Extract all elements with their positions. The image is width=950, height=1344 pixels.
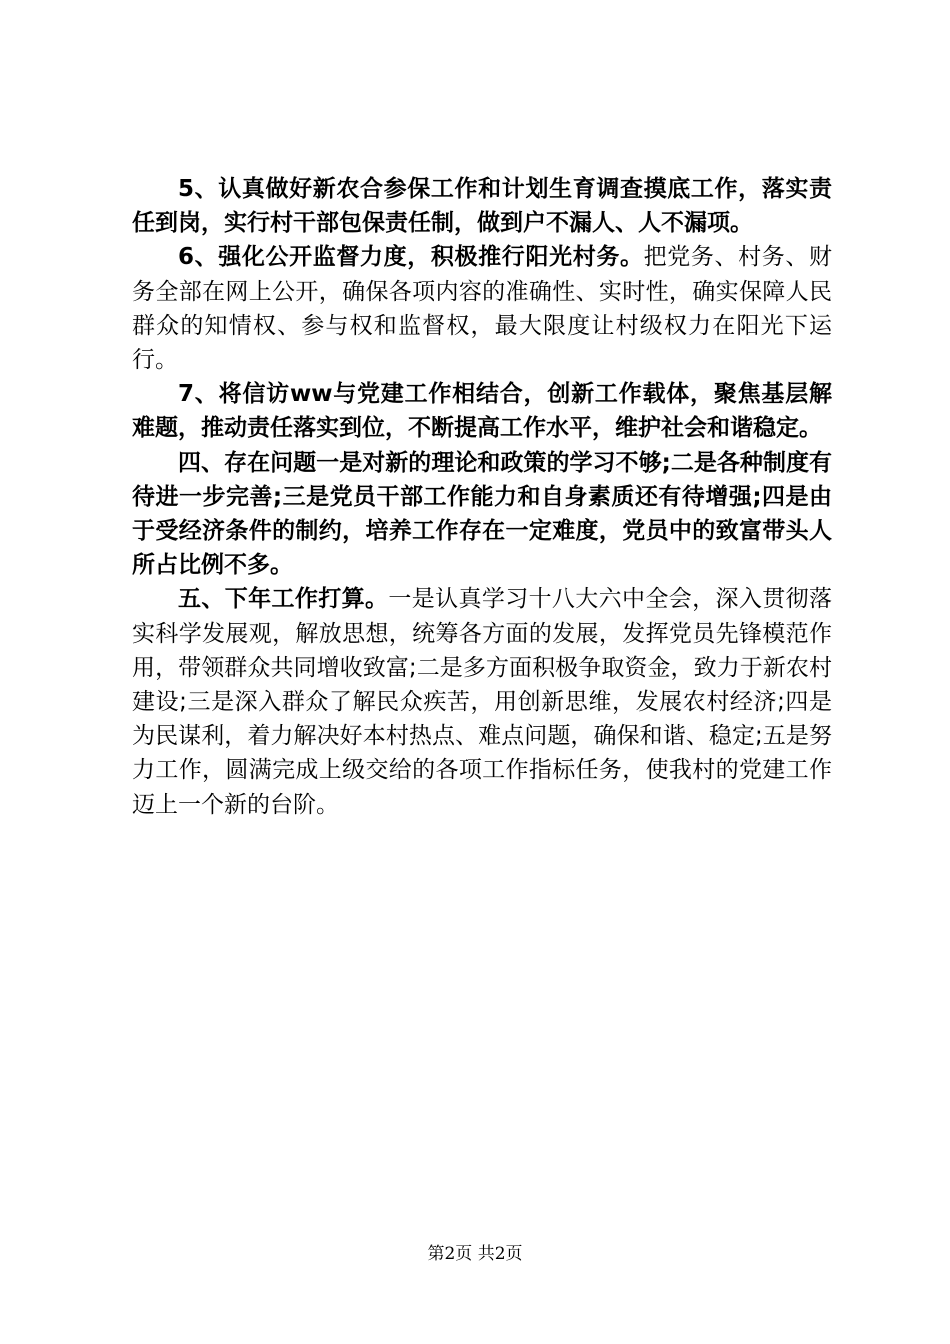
paragraph-text: 5、认真做好新农合参保工作和计划生育调查摸底工作，落实责任到岗，实行村干部包保责任制，做到户不漏人、人不漏项。	[132, 176, 832, 237]
paragraph-item-6	[132, 240, 832, 377]
paragraph-plan	[132, 582, 832, 821]
page-footer: 第2页 共2页	[427, 1244, 523, 1264]
document-body	[132, 172, 832, 822]
paragraph-text: 把党务、村务、财务全部在网上公开，确保各项内容的准确性、实时性，确实保障人民群众的知情权、参与权和监督权，最大限度让村级权力在阳光下运行。	[132, 244, 832, 374]
paragraph-item-5	[132, 172, 832, 240]
paragraph-lead: 五、下年工作打算。	[178, 586, 389, 613]
paragraph-lead: 6、强化公开监督力度，积极推行阳光村务。	[178, 244, 644, 271]
paragraph-problems	[132, 446, 832, 583]
paragraph-text: 一是认真学习十八大六中全会，深入贯彻落实科学发展观，解放思想，统筹各方面的发展，发挥党员先锋模范作用，带领群众共同增收致富;二是多方面积极争取资金，致力于新农村建设;三是深入群众了解民众疾苦，用创新思维，发展农村经济;四是为民谋利，着力解决好本村热点、难点问题，确保和谐、稳定;五是努力工作，圆满完成上级交给的各项工作指标任务，使我村的党建工作迈上一个新的台阶。	[132, 586, 833, 818]
paragraph-item-7	[132, 377, 832, 445]
paragraph-text: 四、存在问题一是对新的理论和政策的学习不够;二是各种制度有待进一步完善;三是党员干部工作能力和自身素质还有待增强;四是由于受经济条件的制约，培养工作存在一定难度，党员中的致富带头人所占比例不多。	[132, 449, 832, 579]
paragraph-text: 7、将信访ww与党建工作相结合，创新工作载体，聚焦基层解难题，推动责任落实到位，不断提高工作水平，维护社会和谐稳定。	[132, 381, 832, 442]
